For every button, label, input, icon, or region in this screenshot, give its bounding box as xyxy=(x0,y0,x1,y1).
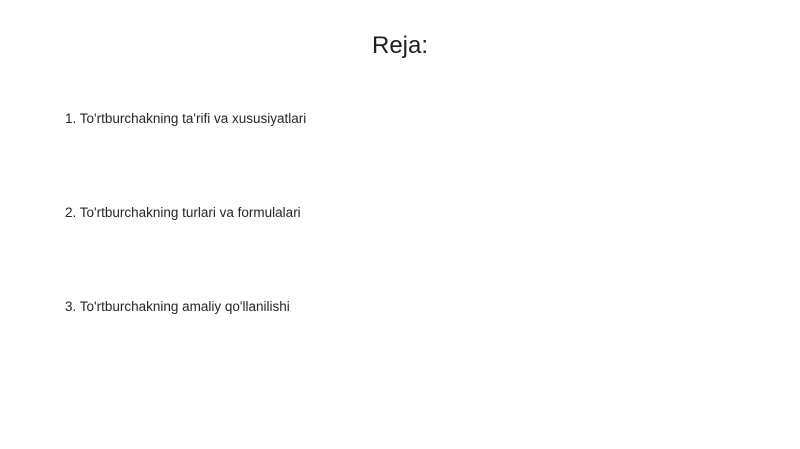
slide-title: Reja: xyxy=(371,32,429,59)
plan-item-3: 3. To'rtburchakning amaliy qo'llanilishi xyxy=(65,299,290,314)
plan-item-2: 2. To'rtburchakning turlari va formulalari xyxy=(65,205,301,220)
plan-item-1: 1. To'rtburchakning ta'rifi va xususiyatlari xyxy=(65,111,307,126)
